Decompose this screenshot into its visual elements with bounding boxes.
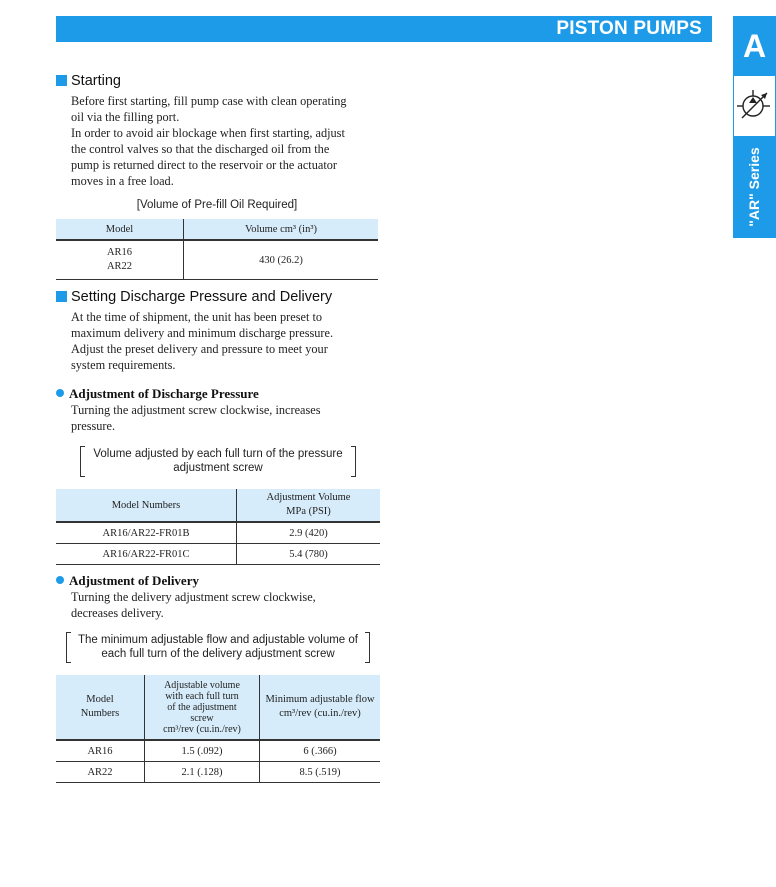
delivery-note: The minimum adjustable flow and adjustable volume of each full turn of the delivery adjustment screw [66,632,370,663]
column-header-adjustment-volume: Adjustment Volume MPa (PSI) [237,489,381,522]
subheading-discharge-pressure: Adjustment of Discharge Pressure [56,386,259,402]
table-row: AR16/AR22-FR01C 5.4 (780) [56,544,380,565]
pump-symbol-icon [733,76,776,136]
prefill-oil-table [56,219,378,280]
column-header-volume: Volume cm³ (in³) [184,219,379,240]
delivery-paragraph: Turning the delivery adjustment screw clockwise, decreases delivery. [71,590,316,620]
section-heading-starting: Starting [56,73,121,89]
subheading-delivery: Adjustment of Delivery [56,573,199,589]
delivery-adjustment-table [56,675,380,783]
table-row: AR22 2.1 (.128) 8.5 (.519) [56,762,380,783]
pressure-note: Volume adjusted by each full turn of the pressure adjustment screw [80,446,356,477]
square-bullet-icon [56,291,67,302]
header-bar [56,16,712,42]
column-header-adjustable-volume: Adjustable volume with each full turn of the adjustment screw cm³/rev (cu.in./rev) [145,675,260,740]
section-heading-setting: Setting Discharge Pressure and Delivery [56,289,332,305]
pressure-paragraph: Turning the adjustment screw clockwise, increases pressure. [71,403,321,433]
table-row: AR16 AR22 430 (26.2) [56,240,378,280]
square-bullet-icon [56,75,67,86]
side-tab-letter: A [733,16,776,76]
column-header-model-numbers: Model Numbers [56,675,145,740]
prefill-table-caption: [Volume of Pre-fill Oil Required] [136,199,298,211]
pressure-adjustment-table [56,489,380,565]
column-header-model: Model [56,219,184,240]
column-header-model-numbers: Model Numbers [56,489,237,522]
round-bullet-icon [56,389,64,397]
table-row: AR16/AR22-FR01B 2.9 (420) [56,522,380,544]
series-label: "AR" Series [746,147,762,227]
column-header-minimum-flow: Minimum adjustable flow cm³/rev (cu.in./rev) [260,675,381,740]
series-tab [733,136,776,238]
table-row: AR16 1.5 (.092) 6 (.366) [56,740,380,762]
setting-paragraph: At the time of shipment, the unit has been preset to maximum delivery and minimum discharge pressure. Adjust the preset delivery and pressure to meet your system requirements. [71,310,334,372]
round-bullet-icon [56,576,64,584]
starting-paragraph: Before first starting, fill pump case with clean operating oil via the filling port. In order to avoid air blockage when first starting, adjust the control valves so that the discharged oil from the pump is returned direct to the reservoir or the actuator moves in a free load. [71,94,347,188]
page-title: PISTON PUMPS [556,18,702,39]
